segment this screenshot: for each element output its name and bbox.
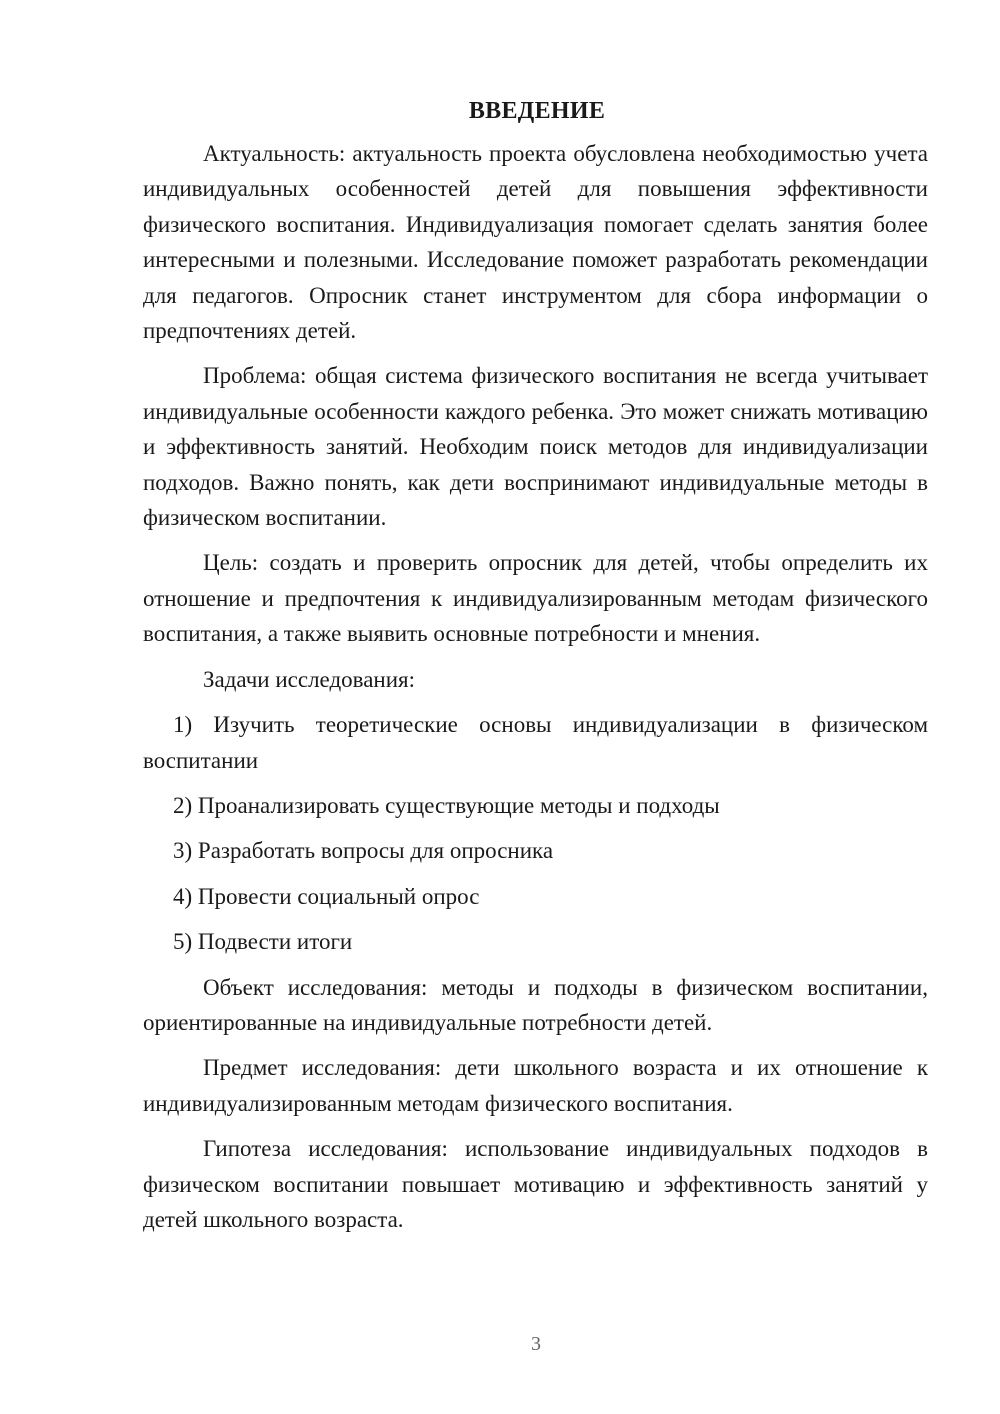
- relevance-paragraph: Актуальность: актуальность проекта обусловлена необходимостью учета индивидуальных особенностей детей для повышения эффективности физического воспитания. Индивидуализация помогает сделать занятия более интересными и полезными. Исследование поможет разработать рекомендации для педагогов. Опросник станет инструментом для сбора информации о предпочтениях детей.: [143, 141, 928, 344]
- list-item: 2) Проанализировать существующие методы и подходы: [173, 792, 720, 818]
- subject-paragraph: Предмет исследования: дети школьного возраста и их отношение к индивидуализированным методам физического воспитания.: [143, 1055, 928, 1116]
- goal-paragraph: Цель: создать и проверить опросник для детей, чтобы определить их отношение и предпочтения к индивидуализированным методам физического воспитания, а также выявить основные потребности и мнения.: [143, 550, 928, 647]
- problem-paragraph: Проблема: общая система физического воспитания не всегда учитывает индивидуальные особенности каждого ребенка. Это может снижать мотивацию и эффективность занятий. Необходим поиск методов для индивидуализации подходов. Важно понять, как дети воспринимают индивидуальные методы в физическом воспитании.: [143, 363, 928, 531]
- list-item: 5) Подвести итоги: [173, 929, 353, 955]
- list-item: 4) Провести социальный опрос: [173, 883, 480, 909]
- tasks-heading: Задачи исследования:: [203, 666, 416, 692]
- document-page: [143, 95, 928, 1247]
- section-heading: ВВЕДЕНИЕ: [468, 98, 606, 124]
- list-item: 1) Изучить теоретические основы индивидуализации в физическом воспитании: [143, 712, 928, 773]
- object-paragraph: Объект исследования: методы и подходы в физическом воспитании, ориентированные на индивидуальные потребности детей.: [143, 974, 928, 1035]
- page-number: 3: [531, 1333, 541, 1355]
- list-item: 3) Разработать вопросы для опросника: [173, 838, 554, 864]
- tasks-list: [143, 707, 928, 959]
- hypothesis-paragraph: Гипотеза исследования: использование индивидуальных подходов в физическом воспитании повышает мотивацию и эффективность занятий у детей школьного возраста.: [143, 1136, 928, 1232]
